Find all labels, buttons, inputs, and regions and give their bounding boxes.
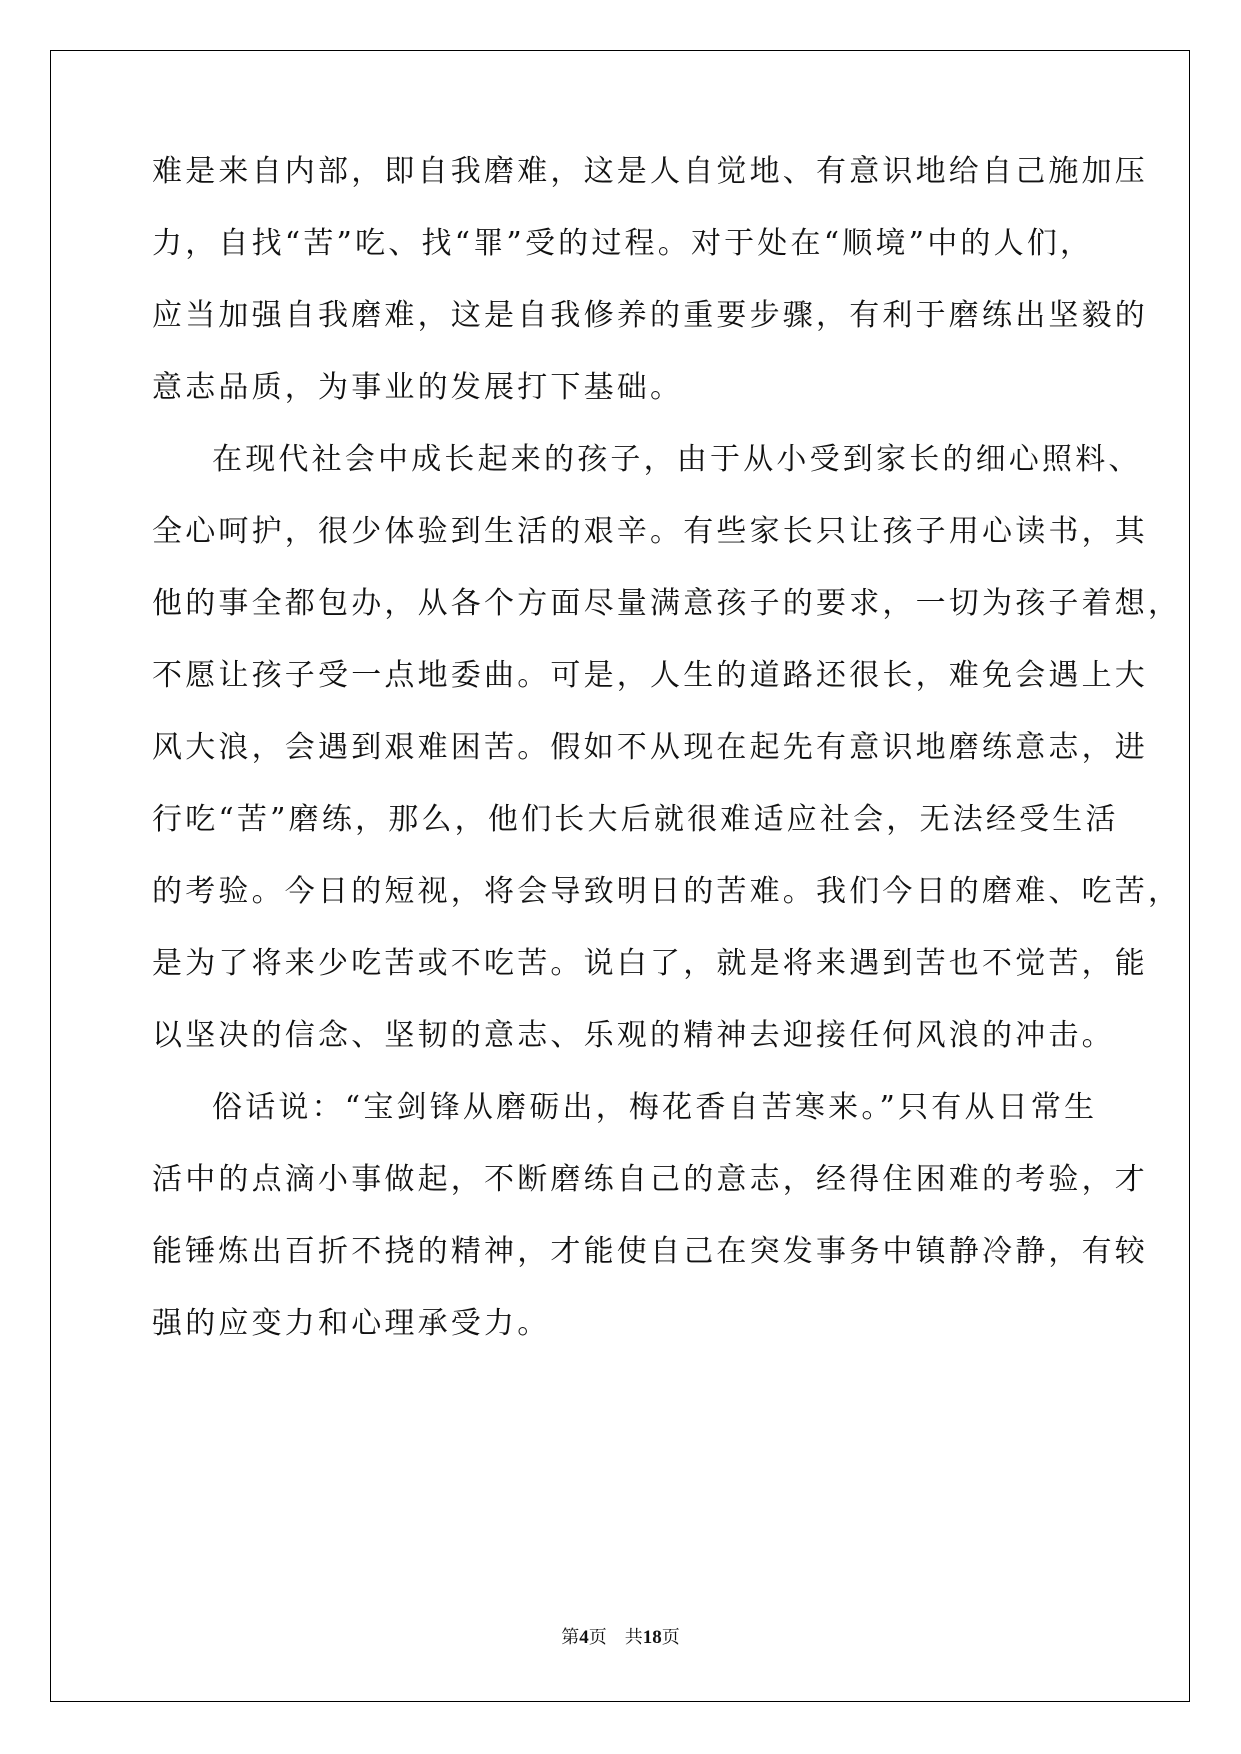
text-line: 不愿让孩子受一点地委曲。可是，人生的道路还很长，难免会遇上大 bbox=[152, 658, 1148, 693]
text-line: 力，自找“苦”吃、找“罪”受的过程。对于处在“顺境”中的人们， bbox=[152, 226, 1094, 261]
page-number: 4 bbox=[579, 1627, 589, 1648]
page-suffix: 页 bbox=[588, 1627, 607, 1648]
text-line: 活中的点滴小事做起，不断磨练自己的意志，经得住困难的考验，才 bbox=[152, 1162, 1148, 1197]
text-line: 应当加强自我磨难，这是自我修养的重要步骤，有利于磨练出坚毅的 bbox=[152, 298, 1148, 333]
page-footer bbox=[0, 1626, 1241, 1650]
text-line: 他的事全都包办，从各个方面尽量满意孩子的要求，一切为孩子着想， bbox=[152, 586, 1182, 621]
text-line: 行吃“苦”磨练，那么，他们长大后就很难适应社会，无法经受生活 bbox=[152, 802, 1119, 837]
text-line: 意志品质，为事业的发展打下基础。 bbox=[152, 370, 684, 405]
text-line: 的考验。今日的短视，将会导致明日的苦难。我们今日的磨难、吃苦， bbox=[152, 874, 1182, 909]
page-prefix: 第 bbox=[561, 1627, 580, 1648]
total-prefix: 共 bbox=[624, 1627, 643, 1648]
text-line: 强的应变力和心理承受力。 bbox=[152, 1306, 551, 1341]
text-line: 风大浪，会遇到艰难困苦。假如不从现在起先有意识地磨练意志，进 bbox=[152, 730, 1148, 765]
text-line: 是为了将来少吃苦或不吃苦。说白了，就是将来遇到苦也不觉苦，能 bbox=[152, 946, 1148, 981]
total-suffix: 页 bbox=[661, 1627, 680, 1648]
paragraph-first-line: 俗话说：“宝剑锋从磨砺出，梅花香自苦寒来。”只有从日常生 bbox=[212, 1090, 1098, 1125]
text-line: 以坚决的信念、坚韧的意志、乐观的精神去迎接任何风浪的冲击。 bbox=[152, 1018, 1115, 1053]
text-line: 难是来自内部，即自我磨难，这是人自觉地、有意识地给自己施加压 bbox=[152, 154, 1148, 189]
text-line: 全心呵护，很少体验到生活的艰辛。有些家长只让孩子用心读书，其 bbox=[152, 514, 1148, 549]
paragraph-first-line: 在现代社会中成长起来的孩子，由于从小受到家长的细心照料、 bbox=[212, 442, 1142, 477]
total-pages: 18 bbox=[642, 1627, 662, 1648]
text-line: 能锤炼出百折不挠的精神，才能使自己在突发事务中镇静冷静，有较 bbox=[152, 1234, 1148, 1269]
